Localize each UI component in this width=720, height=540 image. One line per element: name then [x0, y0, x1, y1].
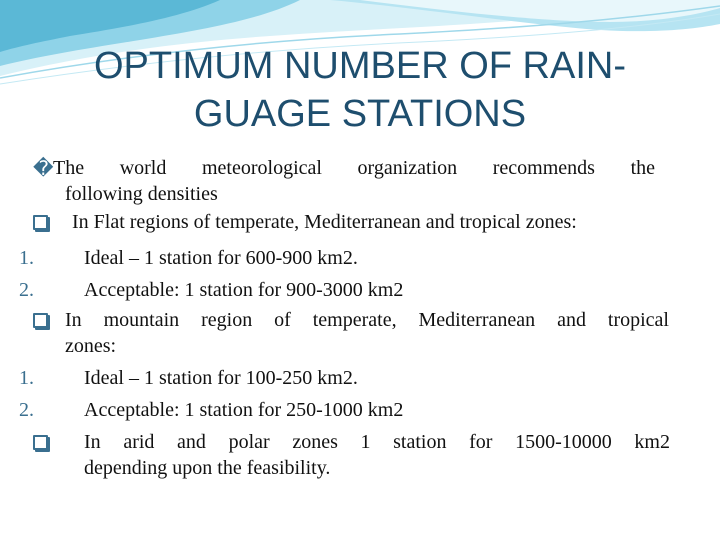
group2-heading-line-1 [65, 308, 669, 332]
square-bullet-icon [33, 213, 48, 236]
intro-line-1 [53, 156, 655, 180]
group2-word: region [201, 309, 253, 331]
intro-word: world [119, 157, 167, 179]
group2-heading-line-2: zones: [65, 335, 117, 357]
intro-word: the [630, 157, 655, 179]
group3-line-2: depending upon the feasibility. [84, 457, 331, 479]
title-line-1: OPTIMUM NUMBER OF RAIN- [94, 45, 626, 87]
list-item: Ideal – 1 station for 600-900 km2. [84, 247, 358, 269]
slide-title [0, 42, 720, 138]
list-number: 1. [19, 367, 34, 389]
intro-word: meteorological [201, 157, 322, 179]
intro-word: The [53, 157, 85, 179]
replacement-char-bullet: � [33, 158, 54, 180]
group3-word: In [84, 431, 101, 453]
group3-line-1 [84, 430, 670, 454]
list-item: Acceptable: 1 station for 250-1000 km2 [84, 399, 404, 421]
intro-line-2: following densities [65, 183, 218, 205]
group3-word: zones [292, 431, 338, 453]
intro-word: recommends [492, 157, 595, 179]
group2-word: of [274, 309, 291, 331]
square-bullet-icon [33, 433, 48, 456]
group2-word: mountain [103, 309, 180, 331]
group3-word: arid [123, 431, 155, 453]
group2-word: tropical [607, 309, 669, 331]
list-number: 1. [19, 247, 34, 269]
group1-heading: In Flat regions of temperate, Mediterranean and tropical zones: [72, 211, 577, 233]
group2-word: temperate, [312, 309, 397, 331]
group2-word: and [557, 309, 586, 331]
group2-word: In [65, 309, 82, 331]
title-line-2: GUAGE STATIONS [193, 93, 527, 135]
list-number: 2. [19, 399, 34, 421]
list-item: Ideal – 1 station for 100-250 km2. [84, 367, 358, 389]
square-bullet-icon [33, 311, 48, 334]
group3-word: 1 [360, 431, 371, 453]
intro-word: organization [357, 157, 458, 179]
list-number: 2. [19, 279, 34, 301]
group3-word: for [469, 431, 493, 453]
group2-word: Mediterranean [418, 309, 536, 331]
group3-word: station [393, 431, 447, 453]
group3-word: 1500-10000 [515, 431, 612, 453]
list-item: Acceptable: 1 station for 900-3000 km2 [84, 279, 404, 301]
group3-word: km2 [634, 431, 670, 453]
group3-word: and [177, 431, 206, 453]
group3-word: polar [228, 431, 270, 453]
